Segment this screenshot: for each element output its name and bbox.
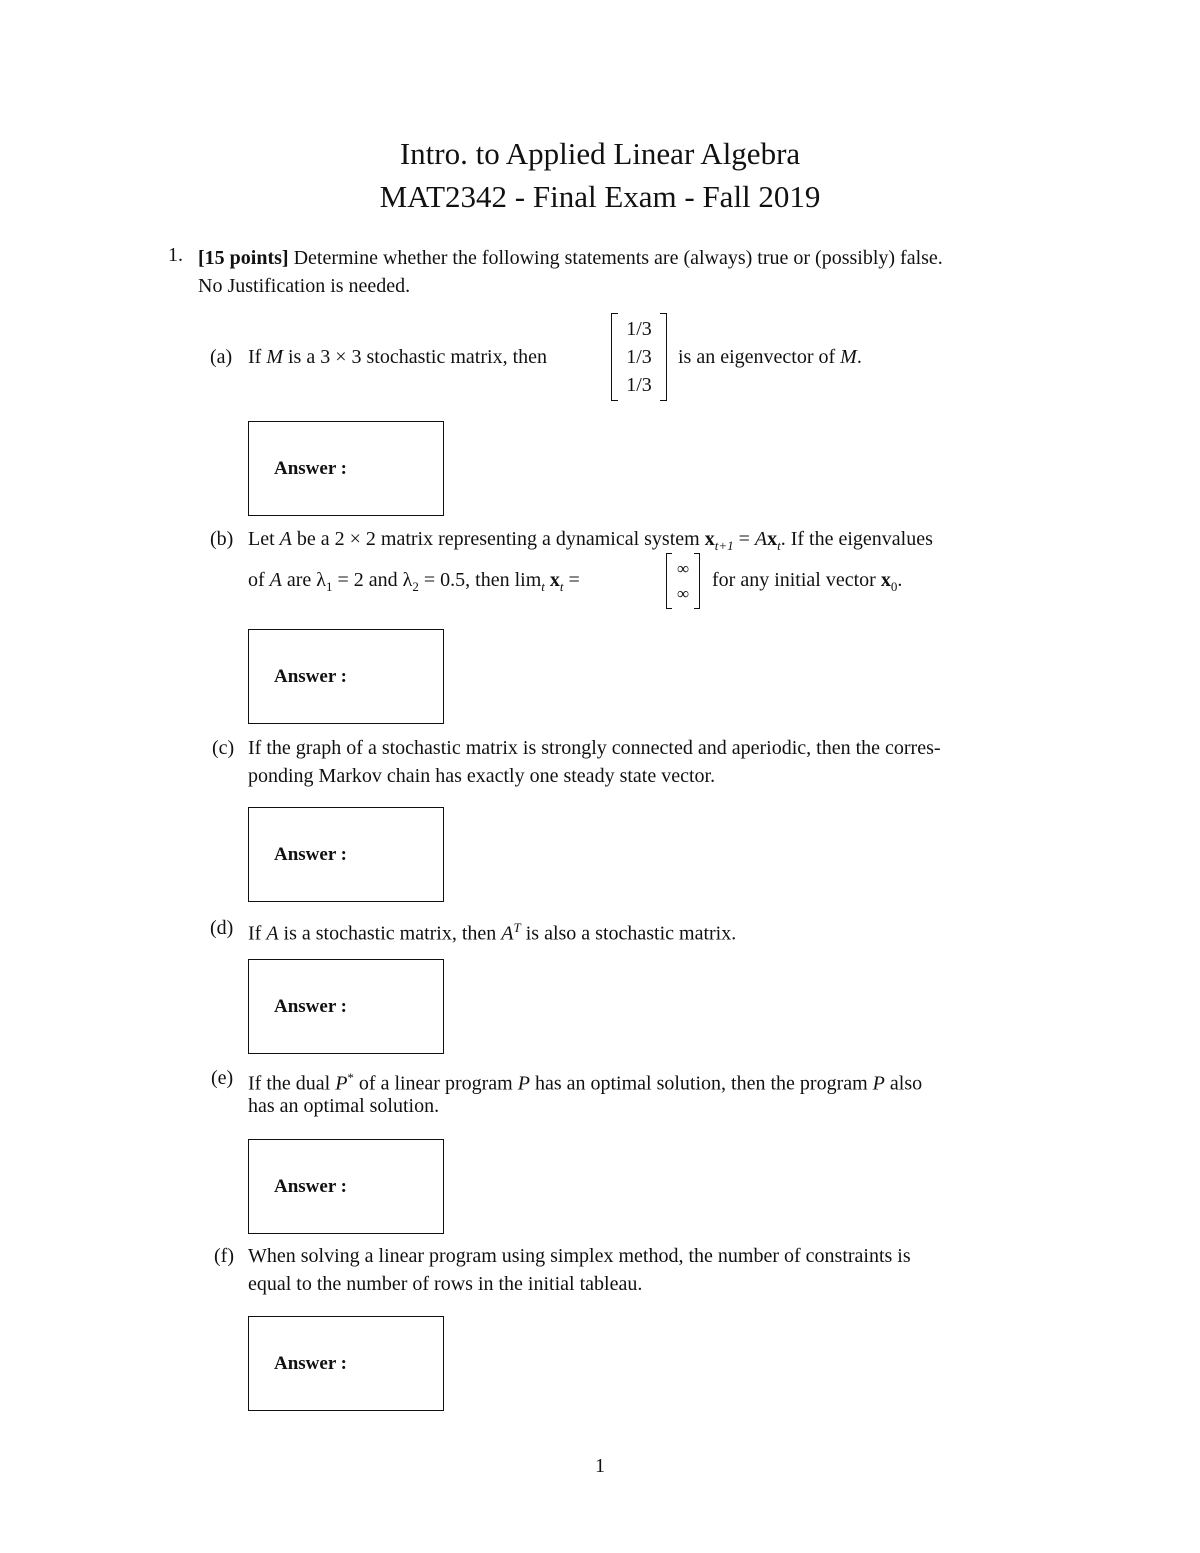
part-e-line2: has an optimal solution.	[248, 1095, 440, 1117]
part-b-label: (b)	[210, 528, 234, 550]
part-a-label: (a)	[210, 346, 233, 368]
part-b-text-line2: of A are $\lambda_1 = 2$ and $\lambda_2 = 0.5$, then $\lim_t x_t$ =	[248, 569, 580, 594]
question-instructions-text: Determine whether the following statements are (always) true or (possibly) false.	[293, 247, 943, 269]
page-number: 1	[595, 1455, 605, 1477]
answer-label: Answer :	[274, 844, 348, 865]
part-c-line2: ponding Markov chain has exactly one steady state vector.	[248, 765, 716, 787]
part-d-label: (d)	[210, 917, 234, 939]
part-b-text-line1: Let A be a 2 × 2 matrix representing a dynamical system $x_{t+1} = Ax_t$. If the eigenvalues	[248, 528, 933, 553]
limit-vector	[666, 553, 700, 609]
vector-entry: ∞	[676, 559, 690, 578]
answer-box-d[interactable]	[248, 959, 444, 1054]
part-f-line2: equal to the number of rows in the initial tableau.	[248, 1273, 643, 1295]
part-f-label: (f)	[214, 1245, 234, 1267]
right-bracket	[694, 553, 700, 609]
part-a-text-end: is an eigenvector of M.	[678, 346, 862, 368]
answer-box-b[interactable]	[248, 629, 444, 724]
course-title: Intro. to Applied Linear Algebra	[399, 136, 801, 171]
vector-entry: ∞	[676, 584, 690, 603]
matrix-entry: 1/3	[626, 374, 652, 396]
matrix-entry: 1/3	[626, 346, 652, 368]
question-points: [15 points]	[198, 247, 289, 269]
answer-label: Answer :	[274, 666, 348, 687]
answer-box-c[interactable]	[248, 807, 444, 902]
answer-box-a[interactable]	[248, 421, 444, 516]
part-a-text: If M is a 3 × 3 stochastic matrix, then	[248, 346, 548, 368]
left-bracket	[611, 313, 618, 401]
part-f-line1: When solving a linear program using simplex method, the number of constraints is	[248, 1245, 911, 1267]
part-c-label: (c)	[212, 737, 235, 759]
answer-box-f[interactable]	[248, 1316, 444, 1411]
question-number: 1.	[168, 244, 183, 266]
part-d-text: If A is a stochastic matrix, then $A^T$ is also a stochastic matrix.	[248, 920, 737, 945]
part-e-line1: If the dual P* of a linear program P has an optimal solution, then the program P also	[248, 1070, 923, 1095]
question-instructions	[198, 244, 1066, 300]
exam-title: MAT2342 - Final Exam - Fall 2019	[379, 179, 821, 214]
answer-label: Answer :	[274, 1353, 348, 1374]
part-b-text-line2-end: for any initial vector $x_0$.	[712, 569, 903, 594]
matrix-entry: 1/3	[626, 318, 652, 340]
question-instructions-text-2: No Justification is needed.	[198, 275, 411, 297]
answer-label: Answer :	[274, 996, 348, 1017]
part-c-line1: If the graph of a stochastic matrix is strongly connected and aperiodic, then the corres-	[248, 737, 941, 759]
answer-box-e[interactable]	[248, 1139, 444, 1234]
right-bracket	[660, 313, 667, 401]
answer-label: Answer :	[274, 1176, 348, 1197]
eigenvector-matrix	[611, 313, 667, 401]
part-e-label: (e)	[211, 1067, 234, 1089]
answer-label: Answer :	[274, 458, 348, 479]
